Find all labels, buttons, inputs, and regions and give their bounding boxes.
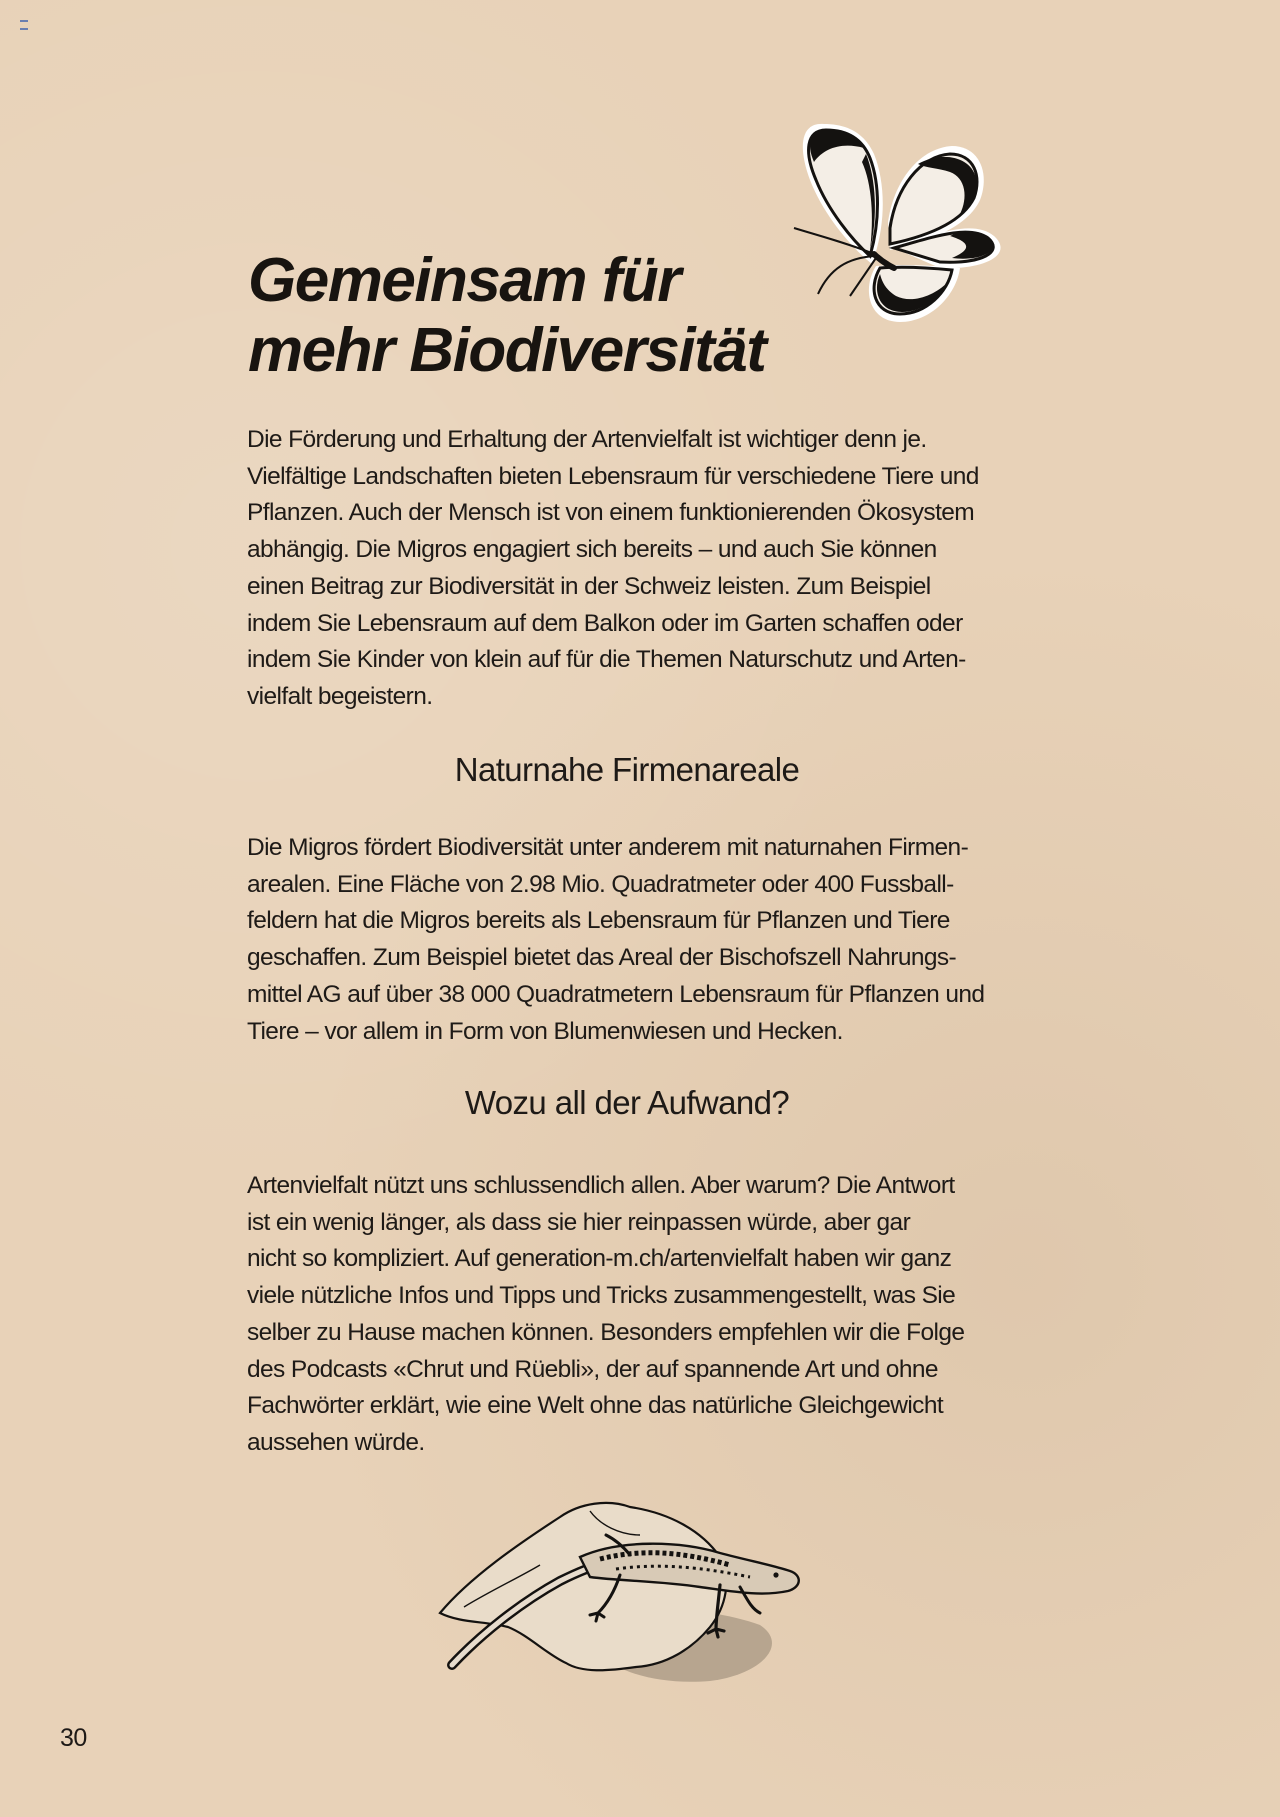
title-line: mehr Biodiversität: [248, 316, 766, 385]
text-line: Vielfältige Landschaften bieten Lebensraum für verschiedene Tiere und: [247, 462, 979, 490]
text-line: Fachwörter erklärt, wie eine Welt ohne das natürliche Gleichgewicht: [247, 1392, 944, 1420]
text-line: geschaffen. Zum Beispiel bietet das Areal der Bischofszell Nahrungs-: [247, 944, 957, 972]
text-line: Tiere – vor allem in Form von Blumenwiesen und Hecken.: [247, 1017, 843, 1045]
text-line: aussehen würde.: [247, 1428, 425, 1456]
salamander-illustration-icon: [430, 1495, 830, 1685]
section-heading-firmenareale: Naturnahe Firmenareale: [454, 751, 800, 788]
text-line: Die Förderung und Erhaltung der Artenvielfalt ist wichtiger denn je.: [247, 426, 927, 453]
firmenareale-paragraph: [247, 830, 1017, 1050]
text-line: Artenvielfalt nützt uns schlussendlich allen. Aber warum? Die Antwort: [247, 1172, 955, 1199]
page-number: 30: [60, 1724, 87, 1752]
text-line: Die Migros fördert Biodiversität unter anderem mit naturnahen Firmen-: [247, 834, 969, 861]
title-line: Gemeinsam für: [248, 246, 680, 315]
aufwand-paragraph: [247, 1168, 1017, 1462]
text-line: ist ein wenig länger, als dass sie hier reinpassen würde, aber gar: [247, 1208, 911, 1236]
butterfly-illustration-icon: [790, 118, 1020, 333]
text-line: einen Beitrag zur Biodiversität in der Schweiz leisten. Zum Beispiel: [247, 572, 931, 600]
intro-paragraph: [247, 422, 1017, 716]
text-line: abhängig. Die Migros engagiert sich bereits – und auch Sie können: [247, 536, 937, 564]
text-line: indem Sie Kinder von klein auf für die Themen Naturschutz und Arten-: [247, 646, 966, 674]
text-line: des Podcasts «Chrut und Rüebli», der auf spannende Art und ohne: [247, 1355, 938, 1383]
text-line: nicht so kompliziert. Auf generation-m.ch/artenvielfalt haben wir ganz: [247, 1245, 952, 1273]
text-line: mittel AG auf über 38 000 Quadratmetern Lebensraum für Pflanzen und: [247, 980, 985, 1008]
text-line: selber zu Hause machen können. Besonders empfehlen wir die Folge: [247, 1318, 965, 1346]
text-line: feldern hat die Migros bereits als Lebensraum für Pflanzen und Tiere: [247, 907, 950, 935]
menu-icon[interactable]: [20, 20, 28, 30]
text-line: viele nützliche Infos und Tipps und Tricks zusammengestellt, was Sie: [247, 1282, 956, 1310]
text-line: vielfalt begeistern.: [247, 682, 433, 710]
text-line: indem Sie Lebensraum auf dem Balkon oder im Garten schaffen oder: [247, 609, 963, 637]
page-title: [248, 246, 808, 386]
section-heading-aufwand: Wozu all der Aufwand?: [464, 1084, 790, 1121]
text-line: arealen. Eine Fläche von 2.98 Mio. Quadratmeter oder 400 Fussball-: [247, 870, 954, 898]
text-line: Pflanzen. Auch der Mensch ist von einem funktionierenden Ökosystem: [247, 499, 975, 527]
